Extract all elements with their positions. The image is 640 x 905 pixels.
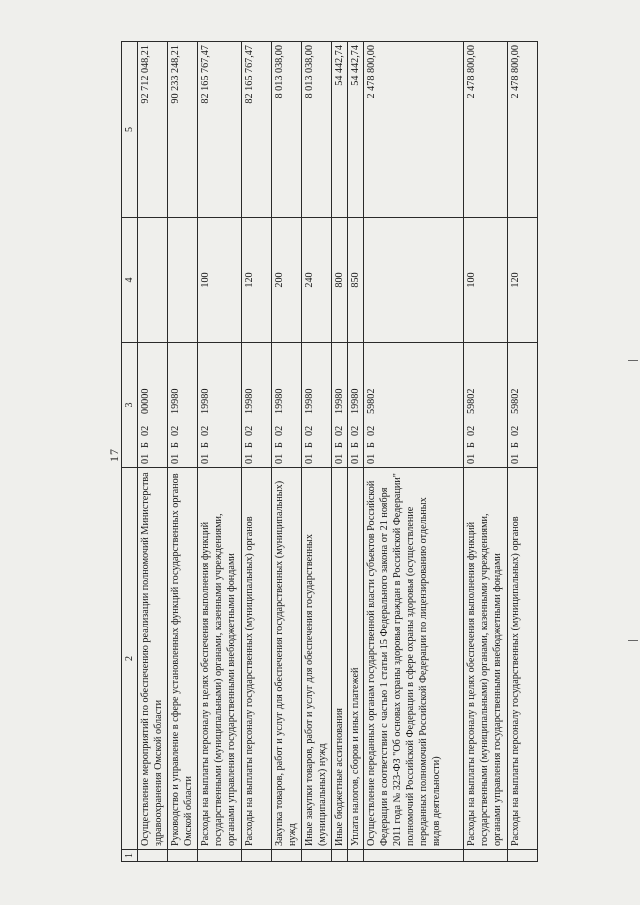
row-description: Руководство и управление в сфере установленных функций государственных органов Омской области xyxy=(168,468,198,850)
code-program: 01 xyxy=(366,453,377,464)
row-code xyxy=(348,343,364,468)
code-sub: 02 xyxy=(334,425,345,436)
row-expense-type: 850 xyxy=(348,218,364,343)
row-code xyxy=(168,343,198,468)
row-expense-type: 120 xyxy=(508,218,538,343)
row-blank-cell xyxy=(138,850,168,862)
code-program: 01 xyxy=(304,453,315,464)
row-blank-cell xyxy=(302,850,332,862)
code-sub: 02 xyxy=(466,425,477,436)
row-expense-type: 240 xyxy=(302,218,332,343)
row-blank-cell xyxy=(348,850,364,862)
code-letter: Б xyxy=(304,442,315,448)
row-expense-type: 100 xyxy=(464,218,508,343)
row-code xyxy=(242,343,272,468)
code-program: 01 xyxy=(334,453,345,464)
table-row xyxy=(198,42,242,862)
code-direction: 59802 xyxy=(466,388,477,414)
row-description: Закупка товаров, работ и услуг для обеспечения государственных (муниципальных) нужд xyxy=(272,468,302,850)
code-letter: Б xyxy=(366,442,377,448)
row-blank-cell xyxy=(464,850,508,862)
row-code xyxy=(198,343,242,468)
row-amount: 82 165 767,47 xyxy=(198,42,242,218)
row-code xyxy=(138,343,168,468)
row-blank-cell xyxy=(168,850,198,862)
row-description: Осуществление мероприятий по обеспечению реализации полномочий Министерства здравоохранения Омской области xyxy=(138,468,168,850)
row-description: Расходы на выплаты персоналу государственных (муниципальных) органов xyxy=(508,468,538,850)
row-blank-cell xyxy=(198,850,242,862)
row-expense-type: 200 xyxy=(272,218,302,343)
row-blank-cell xyxy=(364,850,464,862)
row-blank-cell xyxy=(272,850,302,862)
row-code xyxy=(508,343,538,468)
row-expense-type xyxy=(168,218,198,343)
row-expense-type xyxy=(138,218,168,343)
code-letter: Б xyxy=(334,442,345,448)
row-description: Расходы на выплаты персоналу государственных (муниципальных) органов xyxy=(242,468,272,850)
code-program: 01 xyxy=(170,453,181,464)
code-direction: 19980 xyxy=(334,388,345,414)
code-sub: 02 xyxy=(170,425,181,436)
scan-mark xyxy=(628,640,638,641)
code-letter: Б xyxy=(466,442,477,448)
row-description: Уплата налогов, сборов и иных платежей xyxy=(348,468,364,850)
code-letter: Б xyxy=(200,442,211,448)
row-blank-cell xyxy=(242,850,272,862)
row-amount: 2 478 800,00 xyxy=(508,42,538,218)
row-amount: 92 712 048,21 xyxy=(138,42,168,218)
row-amount: 2 478 800,00 xyxy=(364,42,464,218)
row-code xyxy=(464,343,508,468)
code-program: 01 xyxy=(140,453,151,464)
code-sub: 02 xyxy=(510,425,521,436)
row-expense-type xyxy=(364,218,464,343)
row-code xyxy=(332,343,348,468)
code-sub: 02 xyxy=(244,425,255,436)
code-direction: 59802 xyxy=(366,388,377,414)
row-amount: 90 233 248,21 xyxy=(168,42,198,218)
row-amount: 8 013 038,00 xyxy=(302,42,332,218)
code-letter: Б xyxy=(244,442,255,448)
table-row xyxy=(302,42,332,862)
row-code xyxy=(302,343,332,468)
row-description: Расходы на выплаты персоналу в целях обеспечения выполнения функций государственными (муниципальными) органами, казенными учреждениями, органами управления государственными внебюджетными фондами xyxy=(464,468,508,850)
row-description: Иные бюджетные ассигнования xyxy=(332,468,348,850)
code-sub: 02 xyxy=(274,425,285,436)
row-expense-type: 120 xyxy=(242,218,272,343)
code-direction: 19980 xyxy=(244,388,255,414)
code-program: 01 xyxy=(274,453,285,464)
code-sub: 02 xyxy=(350,425,361,436)
code-program: 01 xyxy=(466,453,477,464)
row-amount: 54 442,74 xyxy=(332,42,348,218)
code-sub: 02 xyxy=(304,425,315,436)
rotated-table-region xyxy=(85,42,540,862)
code-direction: 59802 xyxy=(510,388,521,414)
code-letter: Б xyxy=(274,442,285,448)
row-amount: 54 442,74 xyxy=(348,42,364,218)
code-direction: 19980 xyxy=(274,388,285,414)
column-header: 4 xyxy=(122,218,138,343)
row-expense-type: 800 xyxy=(332,218,348,343)
budget-table xyxy=(121,41,538,862)
code-direction: 19980 xyxy=(350,388,361,414)
table-row xyxy=(168,42,198,862)
code-program: 01 xyxy=(200,453,211,464)
row-amount: 8 013 038,00 xyxy=(272,42,302,218)
code-program: 01 xyxy=(510,453,521,464)
column-header: 3 xyxy=(122,343,138,468)
row-code xyxy=(272,343,302,468)
code-direction: 19980 xyxy=(200,388,211,414)
row-amount: 82 165 767,47 xyxy=(242,42,272,218)
table-row xyxy=(348,42,364,862)
row-code xyxy=(364,343,464,468)
code-program: 01 xyxy=(244,453,255,464)
page-number: 17 xyxy=(107,448,121,462)
code-letter: Б xyxy=(170,442,181,448)
column-header: 5 xyxy=(122,42,138,218)
row-blank-cell xyxy=(508,850,538,862)
scan-mark xyxy=(628,360,638,361)
column-header: 2 xyxy=(122,468,138,850)
column-header: 1 xyxy=(122,850,138,862)
code-sub: 02 xyxy=(200,425,211,436)
table-row xyxy=(138,42,168,862)
table-row xyxy=(364,42,464,862)
table-row xyxy=(332,42,348,862)
table-row xyxy=(508,42,538,862)
column-number-row xyxy=(122,42,138,862)
table-row xyxy=(272,42,302,862)
code-direction: 19980 xyxy=(170,388,181,414)
code-letter: Б xyxy=(510,442,521,448)
table-row xyxy=(242,42,272,862)
row-description: Осуществление переданных органам государственной власти субъектов Российской Федерации в соответствии с частью 1 статьи 15 Федерального закона от 21 ноября 2011 года № 323-ФЗ "Об основах охраны здоровья граждан в Российской Федерации" полномочий Российской Федерации в сфере охраны здоровья (осуществление переданных полномочий Российской Федерации по лицензированию отдельных видов деятельности) xyxy=(364,468,464,850)
code-direction: 00000 xyxy=(140,388,151,414)
code-direction: 19980 xyxy=(304,388,315,414)
code-sub: 02 xyxy=(366,425,377,436)
code-sub: 02 xyxy=(140,425,151,436)
row-blank-cell xyxy=(332,850,348,862)
row-amount: 2 478 800,00 xyxy=(464,42,508,218)
row-description: Расходы на выплаты персоналу в целях обеспечения выполнения функций государственными (муниципальными) органами, казенными учреждениями, органами управления государственными внебюджетными фондами xyxy=(198,468,242,850)
row-expense-type: 100 xyxy=(198,218,242,343)
row-description: Иные закупки товаров, работ и услуг для обеспечения государственных (муниципальных) нужд xyxy=(302,468,332,850)
code-letter: Б xyxy=(350,442,361,448)
table-row xyxy=(464,42,508,862)
code-letter: Б xyxy=(140,442,151,448)
code-program: 01 xyxy=(350,453,361,464)
